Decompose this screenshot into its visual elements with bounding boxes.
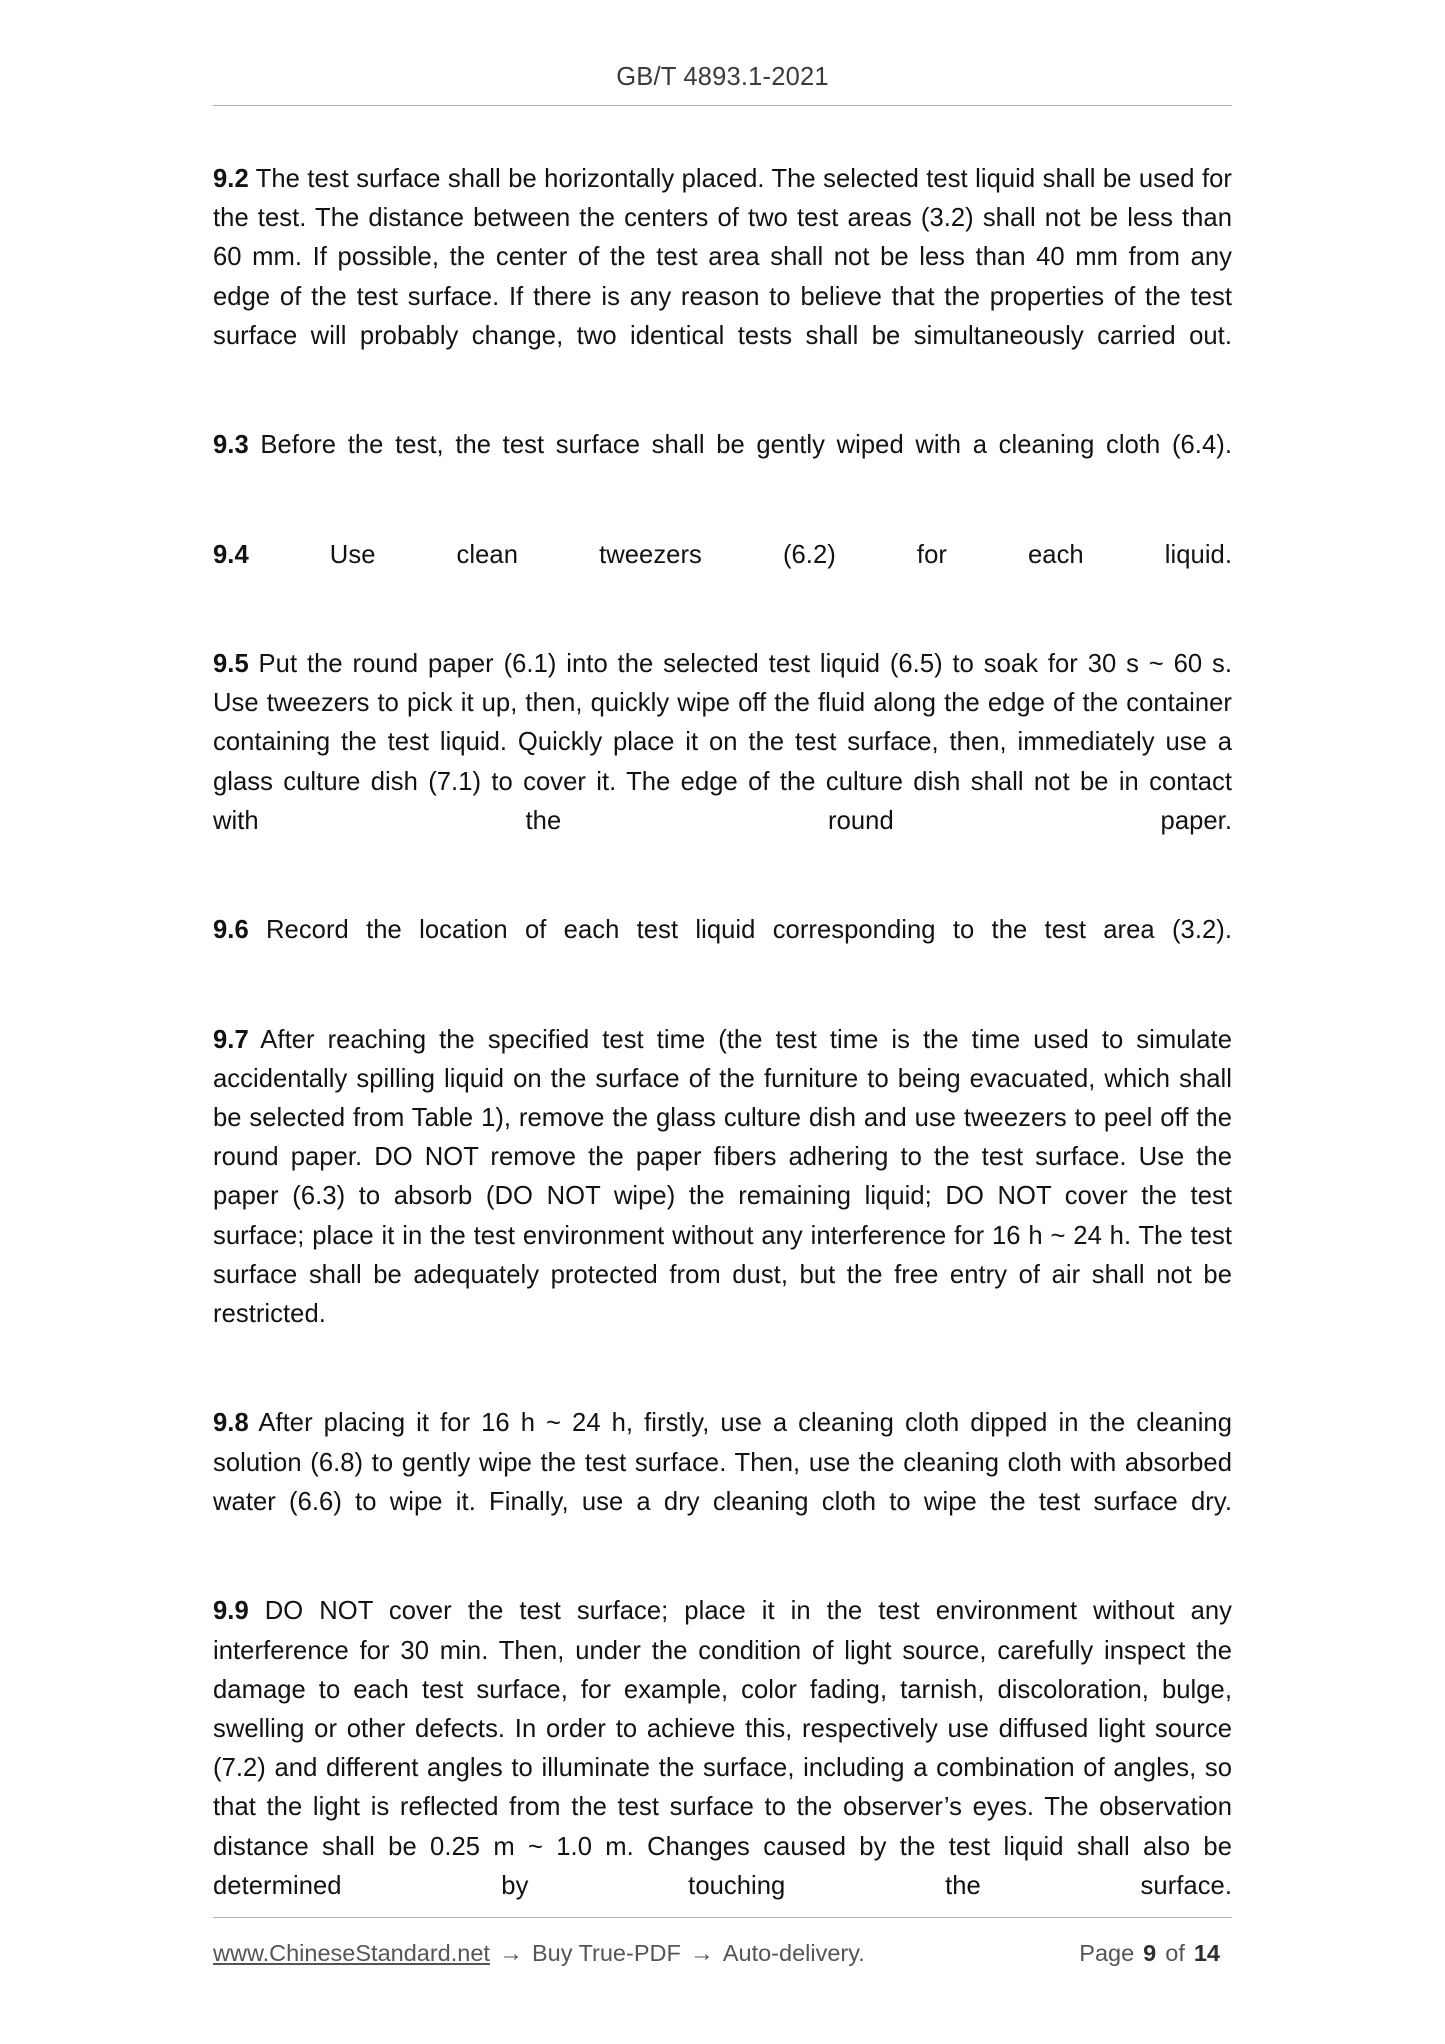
page-header (213, 62, 1232, 106)
page-indicator (1079, 1940, 1232, 1967)
clause-number: 9.3 (213, 431, 249, 460)
clause-number: 9.2 (213, 165, 249, 193)
clause-paragraph-9-4 (213, 536, 1232, 614)
document-body (213, 160, 1232, 1945)
total-page-count: 14 (1193, 1940, 1220, 1966)
clause-number: 9.4 (213, 540, 249, 569)
clause-number: 9.9 (213, 1597, 249, 1626)
footer-action-auto-delivery: Auto-delivery. (722, 1940, 865, 1966)
clause-text: Before the test, the test surface shall be gently wiped with a cleaning cloth (6.4). (248, 431, 1232, 460)
clause-paragraph-9-3 (213, 426, 1232, 504)
clause-number: 9.6 (213, 916, 249, 945)
clause-paragraph-9-8 (213, 1404, 1232, 1561)
clause-text: Use clean tweezers (6.2) for each liquid. (248, 540, 1232, 569)
clause-text: The test surface shall be horizontally placed. The selected test liquid shall be used for the test. The distance between the centers of two test areas (3.2) shall not be less than 60 mm. If possible, the center of the test area shall not be less than 40 mm from any edge of the test surface. If there is any reason to believe that the properties of the test surface will probably change, two identical tests shall be simultaneously carried out. (213, 165, 1232, 350)
footer-action-buy-true-pdf: Buy True-PDF (531, 1940, 681, 1966)
header-divider (213, 105, 1232, 106)
arrow-right-icon: → (498, 1940, 523, 1967)
footer-divider (213, 1917, 1232, 1918)
clause-text: After placing it for 16 h ~ 24 h, firstly, use a cleaning cloth dipped in the cleaning solution (6.8) to gently wipe the test surface. Then, use the cleaning cloth with absorbed water (6.6) to wipe it. Finally, use a dry cleaning cloth to wipe the test surface dry. (213, 1409, 1232, 1516)
clause-paragraph-9-2 (213, 160, 1232, 395)
current-page-number: 9 (1143, 1940, 1157, 1966)
page-label: Page (1079, 1940, 1135, 1966)
chinesestandard-website-link[interactable]: www.ChineseStandard.net (213, 1940, 490, 1966)
clause-paragraph-9-5 (213, 645, 1232, 880)
footer-promo (213, 1940, 865, 1968)
clause-number: 9.7 (213, 1025, 249, 1054)
clause-text: After reaching the specified test time (the test time is the time used to simulate accidentally spilling liquid on the surface of the furniture to being evacuated, which shall be selected from Table 1), remove the glass culture dish and use tweezers to peel off the round paper. DO NOT remove the paper fibers adhering to the test surface. Use the paper (6.3) to absorb (DO NOT wipe) the remaining liquid; DO NOT cover the test surface; place it in the test environment without any interference for 16 h ~ 24 h. The test surface shall be adequately protected from dust, but the free entry of air shall not be restricted. (213, 1025, 1232, 1329)
standard-number-heading: GB/T 4893.1-2021 (616, 63, 829, 91)
clause-paragraph-9-9 (213, 1592, 1232, 1945)
clause-number: 9.8 (213, 1409, 249, 1438)
clause-number: 9.5 (213, 650, 249, 679)
footer-row (213, 1940, 1232, 1968)
clause-paragraph-9-6 (213, 911, 1232, 989)
page-footer (213, 1917, 1232, 1968)
clause-text: Record the location of each test liquid corresponding to the test area (3.2). (248, 916, 1232, 945)
arrow-right-icon: → (689, 1940, 714, 1967)
clause-paragraph-9-7 (213, 1021, 1232, 1374)
clause-text: Put the round paper (6.1) into the selected test liquid (6.5) to soak for 30 s ~ 60 s. Use tweezers to pick it up, then, quickly wipe off the fluid along the edge of the container containing the test liquid. Quickly place it on the test surface, then, immediately use a glass culture dish (7.1) to cover it. The edge of the culture dish shall not be in contact with the round paper. (213, 650, 1232, 835)
clause-text: DO NOT cover the test surface; place it in the test environment without any interference for 30 min. Then, under the condition of light source, carefully inspect the damage to each test surface, for example, color fading, tarnish, discoloration, bulge, swelling or other defects. In order to achieve this, respectively use diffused light source (7.2) and different angles to illuminate the surface, including a combination of angles, so that the light is reflected from the test surface to the observer’s eyes. The observation distance shall be 0.25 m ~ 1.0 m. Changes caused by the test liquid shall also be determined by touching the surface. (213, 1597, 1232, 1900)
of-label: of (1165, 1940, 1185, 1966)
